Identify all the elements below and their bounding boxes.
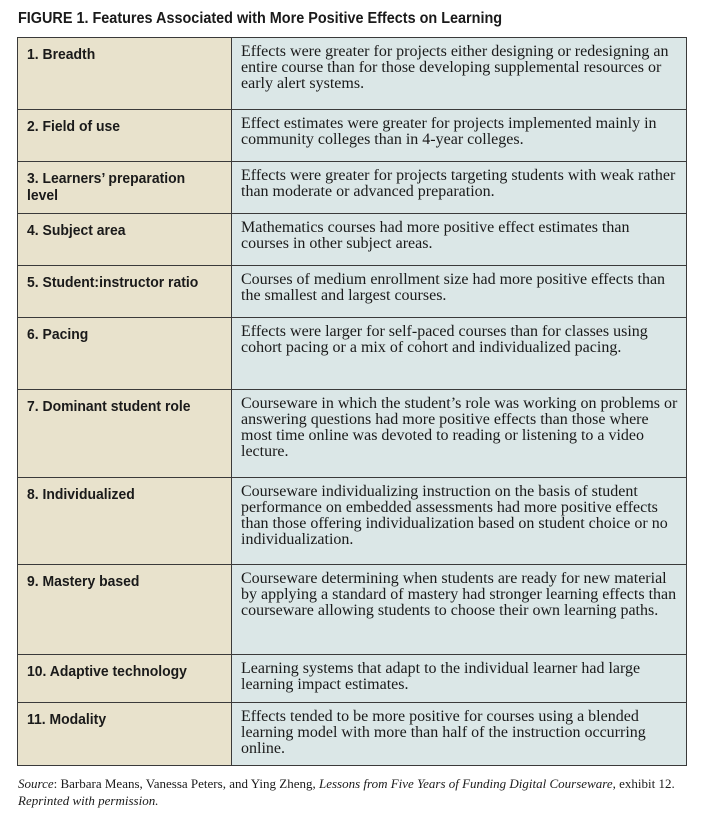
feature-label-text: 1. Breadth (27, 46, 96, 63)
table-row (18, 318, 687, 390)
feature-label (18, 214, 232, 266)
source-exhibit: , exhibit 12. (612, 776, 675, 791)
feature-label-text: 9. Mastery based (27, 573, 140, 590)
feature-label (18, 655, 232, 703)
feature-description: Effects were greater for projects either designing or redesigning an entire course than for those developing supplemental resources or early alert systems. (232, 38, 687, 110)
feature-label (18, 162, 232, 214)
feature-description: Learning systems that adapt to the individual learner had large learning impact estimates. (232, 655, 687, 703)
table-row (18, 266, 687, 318)
feature-label (18, 390, 232, 478)
feature-description: Courseware individualizing instruction on the basis of student performance on embedded assessments had more positive effects than those offering individualization based on student choice or no individualization. (232, 478, 687, 565)
source-permission: Reprinted with permission. (18, 793, 159, 808)
feature-description: Effects were larger for self-paced courses than for classes using cohort pacing or a mix of cohort and individualized pacing. (232, 318, 687, 390)
feature-label-text: 8. Individualized (27, 486, 135, 503)
feature-label (18, 318, 232, 390)
feature-label (18, 703, 232, 766)
feature-label (18, 266, 232, 318)
feature-label (18, 38, 232, 110)
feature-label-text: 3. Learners’ preparation (27, 170, 186, 187)
feature-label (18, 565, 232, 655)
feature-label-text: 4. Subject area (27, 222, 126, 239)
feature-label-text: 5. Student:instructor ratio (27, 274, 199, 291)
figure-title: FIGURE 1. Features Associated with More Positive Effects on Learning (18, 10, 503, 27)
feature-description: Courses of medium enrollment size had more positive effects than the smallest and largest courses. (232, 266, 687, 318)
table-row (18, 478, 687, 565)
table-row (18, 110, 687, 162)
feature-label-text: 6. Pacing (27, 326, 89, 343)
feature-label-text: 11. Modality (27, 711, 107, 728)
table-row (18, 214, 687, 266)
feature-label-text: 7. Dominant student role (27, 398, 191, 415)
source-authors: : Barbara Means, Vanessa Peters, and Ying Zheng, (53, 776, 319, 791)
feature-label-text-2: level (27, 187, 59, 204)
feature-description: Courseware determining when students are ready for new material by applying a standard of mastery had stronger learning effects than courseware allowing students to choose their own learning paths. (232, 565, 687, 655)
table-row (18, 390, 687, 478)
source-note (18, 775, 698, 809)
features-table (17, 37, 687, 766)
feature-description: Effects were greater for projects targeting students with weak rather than moderate or advanced preparation. (232, 162, 687, 214)
table-row (18, 703, 687, 766)
table-row (18, 655, 687, 703)
feature-label (18, 478, 232, 565)
source-work: Lessons from Five Years of Funding Digital Courseware (318, 776, 613, 791)
feature-label-text: 10. Adaptive technology (27, 663, 187, 680)
feature-label (18, 110, 232, 162)
table-row (18, 162, 687, 214)
feature-description: Effects tended to be more positive for courses using a blended learning model with more than half of the instruction occurring online. (232, 703, 687, 766)
feature-description: Courseware in which the student’s role was working on problems or answering questions had more positive effects than those where most time online was devoted to reading or listening to a video lecture. (232, 390, 687, 478)
source-prefix: Source (18, 776, 54, 791)
feature-description: Mathematics courses had more positive effect estimates than courses in other subject areas. (232, 214, 687, 266)
feature-description: Effect estimates were greater for projects implemented mainly in community colleges than in 4-year colleges. (232, 110, 687, 162)
table-row (18, 565, 687, 655)
feature-label-text: 2. Field of use (27, 118, 121, 135)
table-row (18, 38, 687, 110)
